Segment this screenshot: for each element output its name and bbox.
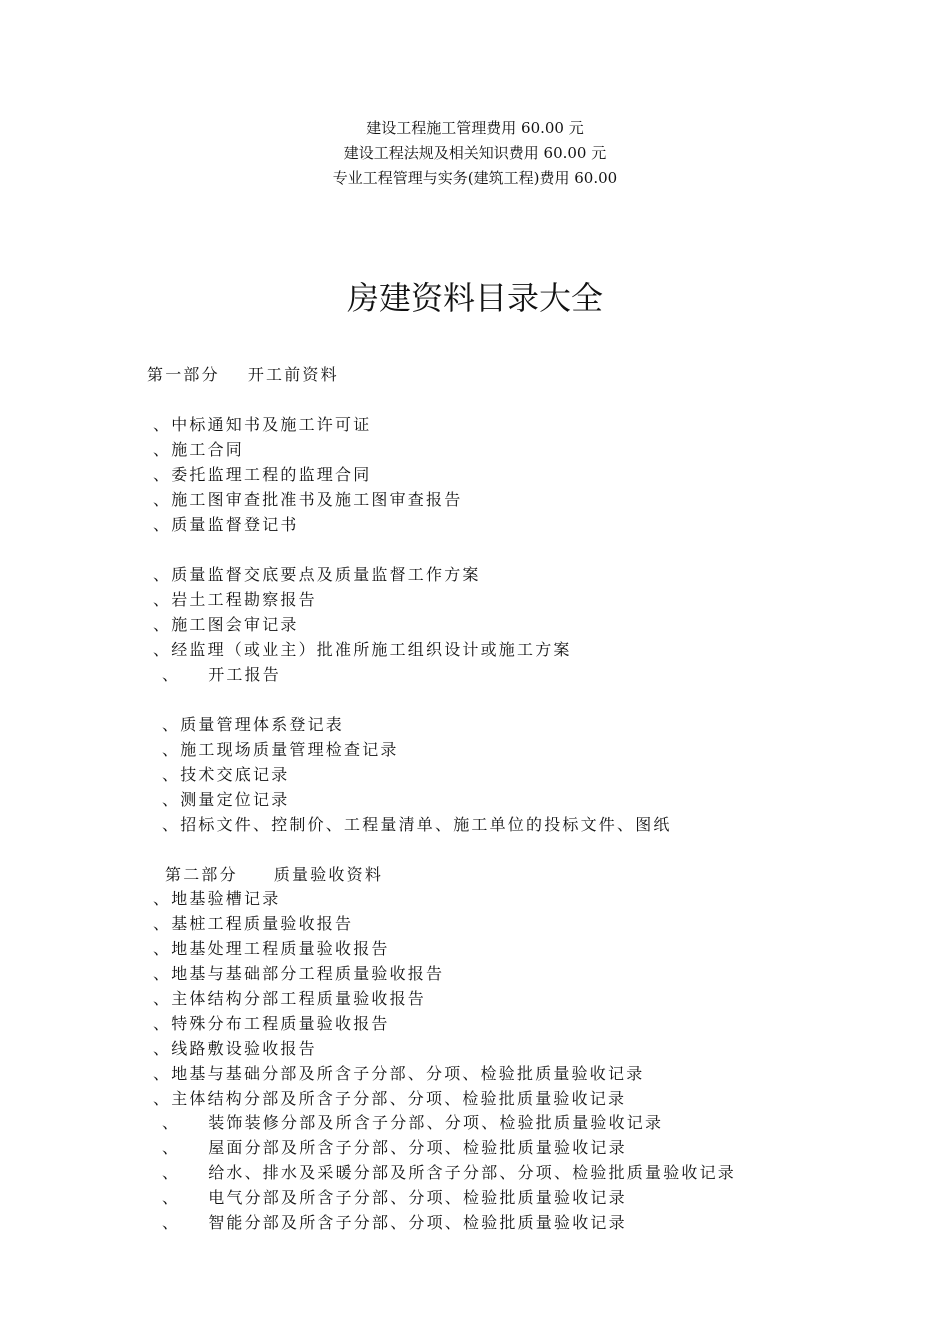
list-item: 、测量定位记录 [162,790,290,809]
list-item: 、委托监理工程的监理合同 [153,465,372,484]
page-title: 房建资料目录大全 [346,279,603,317]
list-mark: 、 [162,1138,181,1157]
list-item-text: 电气分部及所含子分部、分项、检验批质量验收记录 [208,1188,627,1207]
section-heading-part2 [165,864,383,886]
list-item: 、质量监督交底要点及质量监督工作方案 [153,565,481,584]
section-name: 开工前资料 [247,365,339,384]
list-item: 、地基与基础部分工程质量验收报告 [153,964,445,983]
list-item: 、施工图审查批准书及施工图审查报告 [153,490,463,509]
list-item: 、施工图会审记录 [153,615,299,634]
list-item [162,1212,627,1234]
list-item [162,1137,627,1159]
list-item: 、施工现场质量管理检查记录 [162,740,399,759]
list-item: 、地基验槽记录 [153,889,281,908]
list-mark: 、 [162,1113,181,1132]
list-item: 、中标通知书及施工许可证 [153,415,372,434]
list-item: 、岩土工程勘察报告 [153,590,317,609]
section-label: 第二部分 [165,865,238,884]
list-item-text: 屋面分部及所含子分部、分项、检验批质量验收记录 [208,1138,627,1157]
list-item [162,1187,627,1209]
fee-line: 专业工程管理与实务(建筑工程)费用 60.00 [332,169,618,187]
list-item: 、经监理（或业主）批准所施工组织设计或施工方案 [153,640,572,659]
list-item-text: 智能分部及所含子分部、分项、检验批质量验收记录 [208,1213,627,1232]
list-item: 、地基处理工程质量验收报告 [153,939,390,958]
section-heading-part1 [147,364,339,386]
list-mark: 、 [162,1163,181,1182]
list-item: 、主体结构分部及所含子分部、分项、检验批质量验收记录 [153,1089,627,1108]
list-item: 、特殊分布工程质量验收报告 [153,1014,390,1033]
list-item: 、基桩工程质量验收报告 [153,914,354,933]
fee-line: 建设工程法规及相关知识费用 60.00 元 [343,144,607,162]
list-item-text: 给水、排水及采暖分部及所含子分部、分项、检验批质量验收记录 [208,1163,737,1182]
section-label: 第一部分 [147,365,220,384]
list-item: 、主体结构分部工程质量验收报告 [153,989,427,1008]
list-mark: 、 [162,1213,181,1232]
list-item: 、地基与基础分部及所含子分部、分项、检验批质量验收记录 [153,1064,645,1083]
list-item: 、质量管理体系登记表 [162,715,345,734]
list-item [162,1112,663,1134]
list-item: 、质量监督登记书 [153,515,299,534]
section-name: 质量验收资料 [273,865,384,884]
list-item: 、招标文件、控制价、工程量清单、施工单位的投标文件、图纸 [162,815,672,834]
list-item [162,1162,736,1184]
list-mark: 、 [162,665,181,684]
list-item: 、线路敷设验收报告 [153,1039,317,1058]
list-item-text: 装饰装修分部及所含子分部、分项、检验批质量验收记录 [208,1113,664,1132]
list-item: 、施工合同 [153,440,245,459]
list-mark: 、 [162,1188,181,1207]
list-item: 、技术交底记录 [162,765,290,784]
list-item-text: 开工报告 [208,665,282,684]
list-item [162,664,281,686]
fee-line: 建设工程施工管理费用 60.00 元 [366,119,584,137]
